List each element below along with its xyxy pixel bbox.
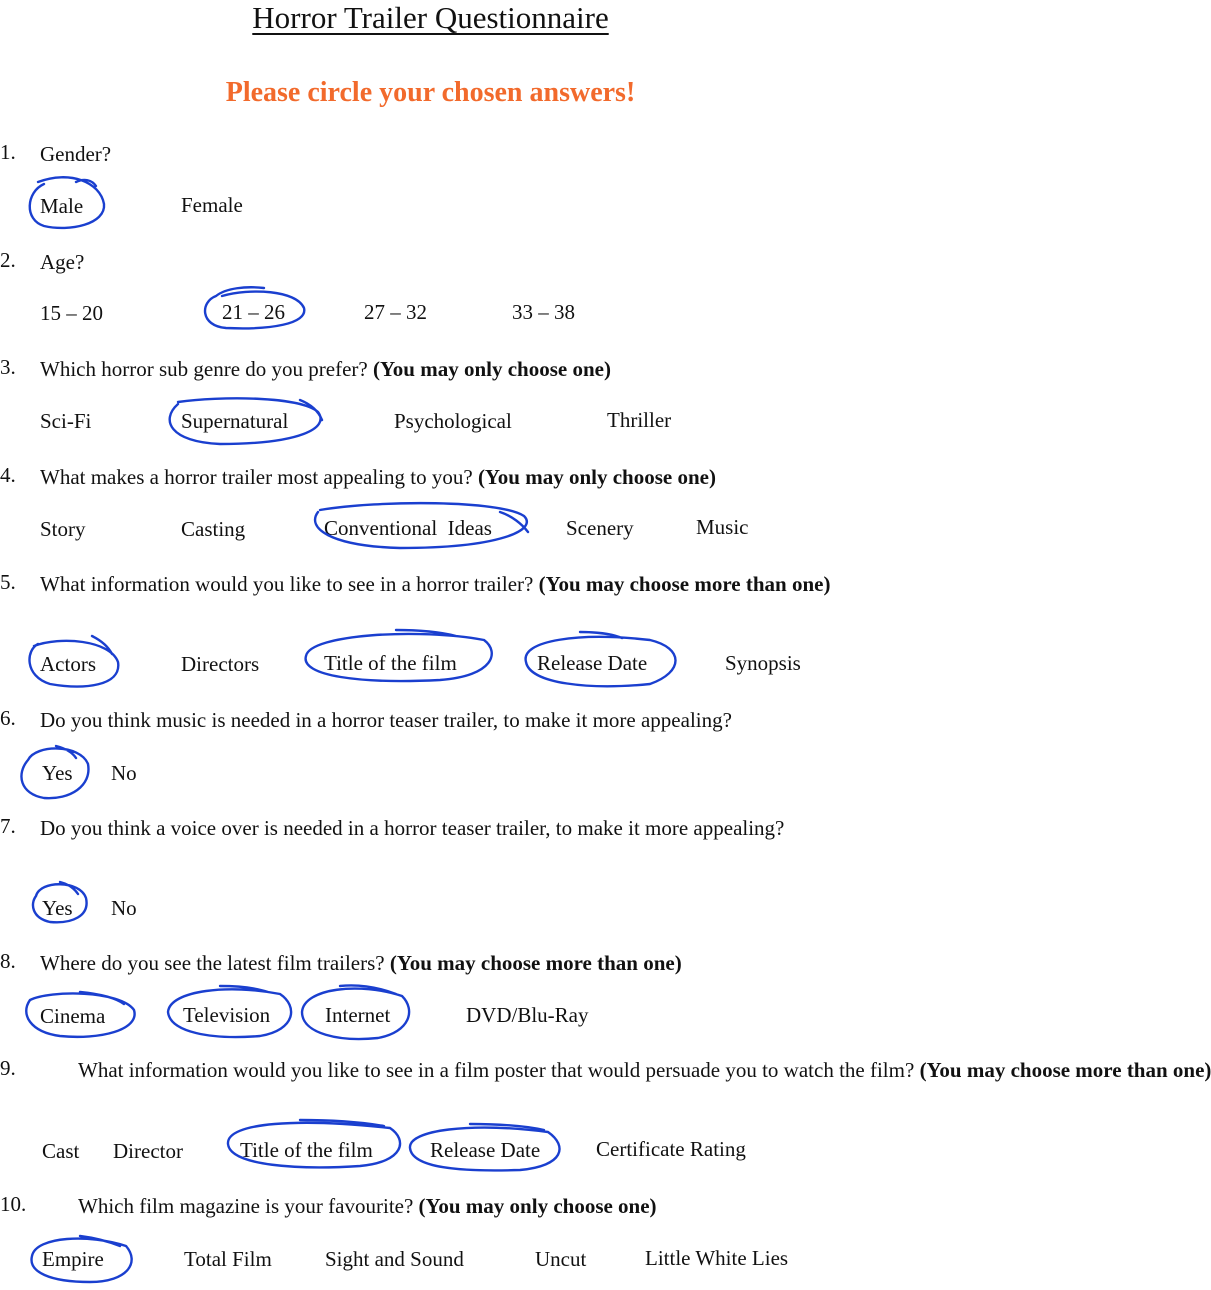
option-cast[interactable]: Cast	[42, 1139, 80, 1163]
question-4	[0, 463, 861, 491]
option-sight-and-sound[interactable]: Sight and Sound	[325, 1247, 464, 1271]
question-text-wrap	[40, 355, 857, 383]
question-6	[0, 706, 861, 734]
question-text: What information would you like to see in a horror trailer?	[40, 572, 534, 596]
question-text-wrap	[40, 949, 857, 977]
option-age-27-32[interactable]: 27 – 32	[364, 300, 427, 324]
option-story[interactable]: Story	[40, 517, 86, 541]
question-10	[0, 1192, 861, 1220]
option-title-of-the-film[interactable]: Title of the film	[324, 651, 457, 675]
option-music[interactable]: Music	[696, 515, 749, 539]
question-2	[0, 248, 861, 276]
option-television[interactable]: Television	[183, 1003, 271, 1027]
option-release-date[interactable]: Release Date	[537, 651, 648, 675]
question-text-wrap	[40, 463, 857, 491]
option-directors[interactable]: Directors	[181, 652, 260, 676]
question-3	[0, 355, 861, 383]
option-uncut[interactable]: Uncut	[535, 1247, 587, 1271]
option-empire[interactable]: Empire	[42, 1247, 104, 1271]
question-1	[0, 140, 861, 168]
question-number: 1.	[0, 140, 16, 164]
option-certificate-rating[interactable]: Certificate Rating	[596, 1137, 746, 1161]
question-text: Which film magazine is your favourite?	[78, 1194, 414, 1218]
option-no[interactable]: No	[111, 896, 137, 920]
option-age-33-38[interactable]: 33 – 38	[512, 300, 575, 324]
option-psychological[interactable]: Psychological	[394, 409, 512, 433]
page-title: Horror Trailer Questionnaire	[252, 0, 609, 35]
option-scenery[interactable]: Scenery	[566, 516, 634, 540]
option-director[interactable]: Director	[113, 1139, 183, 1163]
question-text: Which horror sub genre do you prefer?	[40, 357, 368, 381]
question-5	[0, 570, 861, 626]
question-text: Do you think music is needed in a horror teaser trailer, to make it more appealing?	[40, 708, 732, 732]
option-dvd-blu-ray[interactable]: DVD/Blu-Ray	[466, 1003, 589, 1027]
option-title-of-the-film[interactable]: Title of the film	[240, 1138, 373, 1162]
question-note: (You may only choose one)	[372, 357, 611, 381]
question-text: Age?	[40, 250, 85, 274]
question-text: Gender?	[40, 142, 112, 166]
question-number: 5.	[0, 570, 16, 594]
question-number: 10.	[0, 1192, 27, 1216]
option-male[interactable]: Male	[40, 194, 84, 218]
question-text: What information would you like to see in a film poster that would persuade you to watch the film?	[78, 1058, 915, 1082]
option-female[interactable]: Female	[181, 193, 243, 217]
question-text-wrap	[78, 1192, 857, 1220]
option-age-21-26[interactable]: 21 – 26	[222, 300, 285, 324]
option-synopsis[interactable]: Synopsis	[725, 651, 801, 675]
option-cinema[interactable]: Cinema	[40, 1004, 106, 1028]
question-note: (You may choose more than one)	[538, 572, 831, 596]
question-number: 4.	[0, 463, 16, 487]
option-internet[interactable]: Internet	[325, 1003, 391, 1027]
question-text: Do you think a voice over is needed in a horror teaser trailer, to make it more appealing?	[40, 816, 785, 840]
question-text: Where do you see the latest film trailers?	[40, 951, 385, 975]
option-actors[interactable]: Actors	[40, 652, 96, 676]
option-little-white-lies[interactable]: Little White Lies	[645, 1246, 789, 1270]
option-yes[interactable]: Yes	[42, 761, 73, 785]
instruction: Please circle your chosen answers!	[225, 77, 636, 108]
option-total-film[interactable]: Total Film	[184, 1247, 272, 1271]
option-thriller[interactable]: Thriller	[607, 408, 672, 432]
question-note: (You may only choose one)	[477, 465, 716, 489]
question-note: (You may only choose one)	[418, 1194, 657, 1218]
option-conventional-ideas[interactable]: Conventional Ideas	[324, 516, 492, 540]
option-sci-fi[interactable]: Sci-Fi	[40, 409, 92, 433]
question-number: 8.	[0, 949, 16, 973]
question-number: 9.	[0, 1056, 16, 1080]
question-note: (You may choose more than one)	[389, 951, 682, 975]
option-release-date[interactable]: Release Date	[430, 1138, 541, 1162]
question-number: 3.	[0, 355, 16, 379]
question-text-wrap	[40, 570, 831, 598]
question-8	[0, 949, 861, 977]
option-no[interactable]: No	[111, 761, 137, 785]
question-number: 7.	[0, 814, 16, 838]
question-number: 2.	[0, 248, 16, 272]
question-text: What makes a horror trailer most appealing to you?	[40, 465, 473, 489]
question-note: (You may choose more than one)	[919, 1058, 1211, 1082]
option-supernatural[interactable]: Supernatural	[181, 409, 289, 433]
option-casting[interactable]: Casting	[181, 517, 246, 541]
question-9	[0, 1056, 1211, 1112]
option-age-15-20[interactable]: 15 – 20	[40, 301, 103, 325]
question-7	[0, 814, 861, 870]
option-yes[interactable]: Yes	[42, 896, 73, 920]
question-number: 6.	[0, 706, 16, 730]
question-text-wrap	[40, 1056, 1211, 1084]
